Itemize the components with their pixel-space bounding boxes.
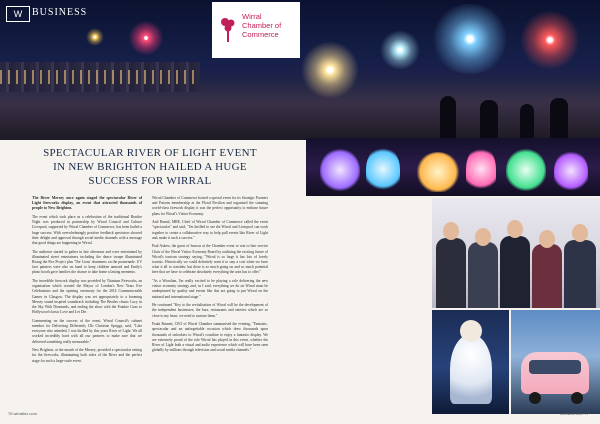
- article-paragraph: Anil Ramal, MBE, Chief of Wirral Chamber of Commerce called the event "spectacular" and said, "I'm thrilled to see the Wirral and Liverpool can work together to create a collaborative way to help pull events like River of Light and, make it such a success.": [152, 220, 268, 240]
- article-paragraph: Commenting on the success of the event, Wirral Council's cabinet member for Delivering Differently Cllr Christine Spriggs, said, "Like everyone who attended, I was thrilled by this years River of Light. We all worked incredibly hard with all our partners to make sure that we delivered something really memorable.": [32, 318, 142, 344]
- chamber-logo: [212, 2, 300, 58]
- snow-costume-photo: [432, 310, 509, 414]
- hero-town-lights: [0, 70, 200, 84]
- page-footer-right: wirralbiz.com 77: [560, 411, 589, 416]
- chamber-line-1: Wirral: [242, 12, 262, 21]
- article-column-2: [152, 196, 268, 357]
- firework-burst-icon: [86, 28, 104, 46]
- crowd-silhouettes: [380, 92, 600, 140]
- firework-burst-icon: [520, 10, 580, 70]
- chamber-logo-text: [242, 12, 281, 39]
- article-paragraph: The audience started to gather in late afternoon and were entertained by illuminated street entertainers including the dance troupe illuminated Rising the Fire Project plus 'The Lions' drummers on the promenade. UV face painters were also on hand to keep children amused and Emily's photo booth gave families the chance to take home a lasting memento.: [32, 249, 142, 275]
- firework-burst-icon: [128, 20, 164, 56]
- article-paragraph: New Brighton, at the mouth of the Mersey, provided a spectacular setting for the fireworks, illuminating both sides of the River and the perfect stage for such a large-scale event.: [32, 348, 142, 363]
- article-paragraph: "As a Wirralian, I'm really excited to be playing a role delivering the new visitor economy strategy and, as I said, everything we do on Wirral must be underpinned by quality and events like this are going to put Wirral on the national and international stage.": [152, 279, 268, 299]
- headline-line-1: SPECTACULAR RIVER OF LIGHT EVENT: [43, 147, 257, 159]
- article-paragraph: Paul Askew, the guest of honour at the Chamber event to win to hier service Chair of the Wirral Visitor Economy Board by outlining the exciting future of Wirral's tourism strategy saying, "Wirral is so large it has lots of lovely tourists. Historically we could definitely want it to stay a cost when we have what it all to consider, but there is so much going on and so much potential here that we have to celebrate absolutely everything the area has to offer.": [152, 244, 268, 275]
- article-lead: The River Mersey once again staged the spectacular River of Light fireworks display, an event that attracted thousands of people to New Brighton.: [32, 196, 142, 211]
- article-paragraph: The event which took place as a celebration of the traditional Bonfire Night was produced in partnership by Wirral Council and Culture Liverpool, supported by Wirral Chamber of Commerce, has been hailed a huge success. With overwhelmingly positive feedback spectators showed their delight and approval through social media channels with a message that good things are happening in Wirral.: [32, 215, 142, 246]
- firework-burst-icon: [380, 30, 420, 70]
- article-paragraph: He continued "Key to the revitalisation of Wirral will be the development of the independent businesses; the bars, restaurants and eateries which are so close to my heart, we need to nurture them.": [152, 303, 268, 318]
- headline-line-2: IN NEW BRIGHTON HAILED A HUGE: [53, 161, 247, 173]
- article-column-1: [32, 196, 142, 367]
- article-paragraph: Wirral Chamber of Commerce hosted a special event for its Strategic Partners and Patrons membership at the Floral Pavilion and organised the stunning world-class firework display it was the perfect opportunity to enthuse future plans for Wirral's Visitor Economy.: [152, 196, 268, 216]
- guests-group-photo: [432, 198, 600, 308]
- section-title: BUSINESS: [32, 7, 88, 18]
- article-paragraph: Paula Basnett, CEO of Wirral Chamber summarised the evening, "Fantastic, spectacular and an unforgettable occasion which drew thousands upon thousands of onlookers to Wirral's coastline to enjoy a fantastic display. We are extremely proud of the role Wirral has played in this event, whether the River of Light both a visual and audio experience which will have been seen globally by millions through television and social media channels.": [152, 322, 268, 353]
- article-paragraph: The incredible firework display was provided by Titanium Fireworks, an organisation which created the Mayor of London's New Years Eve Celebrations and the opening ceremony for the 2014 Commonwealth Games in Glasgow. The display was set appropriately to a booming Mersey sound inspired soundtrack including The Beatles classic Lucy in the Sky With Diamonds, and ending the show with the Frankie Goes to Hollywood classic Love and Let Die.: [32, 279, 142, 315]
- illuminated-parade-photo: [306, 138, 600, 196]
- firework-burst-icon: [430, 4, 510, 74]
- hero-fireworks-photo: [0, 0, 600, 140]
- article-headline: [32, 146, 268, 188]
- headline-line-3: SUCCESS FOR WIRRAL: [88, 175, 212, 187]
- chamber-flower-icon: [218, 14, 238, 44]
- chamber-line-2: Chamber of: [242, 21, 282, 30]
- magazine-logo-icon: W: [6, 6, 30, 22]
- chamber-line-3: Commerce: [242, 30, 279, 39]
- camper-van-photo-booth: [511, 310, 600, 414]
- firework-burst-icon: [300, 40, 360, 100]
- page-footer-left: 76 wirralbiz.com: [8, 411, 37, 416]
